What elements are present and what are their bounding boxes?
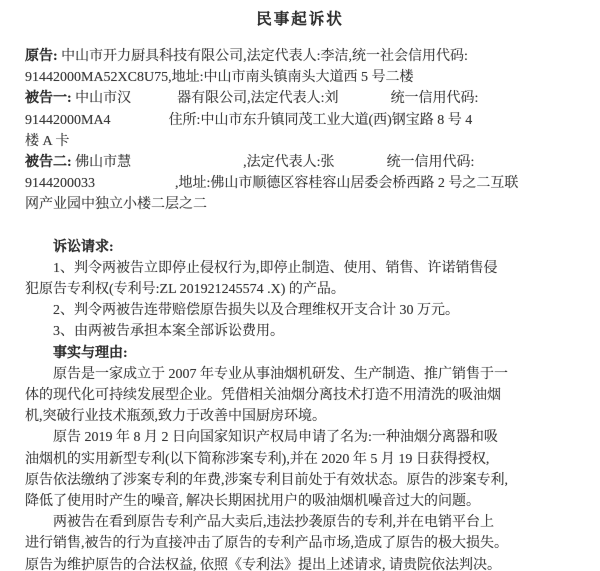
- text-segment: 进行销售,被告的行为直接冲击了原告的专利产品市场,造成了原告的极大损失。: [25, 536, 508, 552]
- text-segment: 原告依法缴纳了涉案专利的年费,涉案专利目前处于有效状态。原告的涉案专利,: [25, 472, 508, 488]
- facts-p2-line-3: [25, 470, 580, 491]
- claim-3: [25, 321, 580, 342]
- claim-2: [25, 300, 580, 321]
- defendant1-label: 被告一:: [25, 91, 72, 107]
- text-segment: 住所:中山市东升镇同茂工业大道(西)钢宝路 8 号 4: [168, 112, 473, 128]
- redacted-gap: [335, 165, 387, 166]
- text-segment: 油烟机的实用新型专利(以下简称涉案专利),并在 2020 年 5 月 19 日获得授权,: [25, 451, 490, 467]
- redacted-gap: [111, 123, 169, 124]
- text-segment: 原告是一家成立于 2007 年专业从事油烟机研发、生产制造、推广销售于一: [53, 366, 508, 382]
- defendant2-line-1: [25, 152, 580, 173]
- facts-p1-line-2: [25, 385, 580, 406]
- facts-p2-line-1: [25, 427, 580, 448]
- defendant2-label: 被告二:: [25, 154, 72, 170]
- blank-line: [25, 216, 580, 237]
- facts-heading: [25, 343, 580, 364]
- plaintiff-line-2: [25, 67, 580, 88]
- claim-1-line-2: [25, 279, 580, 300]
- claims-heading: [25, 237, 580, 258]
- claim-1-line-1: [25, 258, 580, 279]
- facts-heading-label: 事实与理由:: [53, 345, 128, 361]
- facts-p3-line-2: [25, 533, 580, 554]
- text-segment: ,地址:佛山市顺德区容桂容山居委会桥西路 2 号之二互联: [175, 176, 519, 192]
- facts-p3-line-3: [25, 555, 580, 571]
- text-segment: 3、由两被告承担本案全部诉讼费用。: [53, 324, 284, 340]
- defendant2-line-3: [25, 194, 580, 215]
- facts-p2-line-2: [25, 449, 580, 470]
- facts-p2-line-4: [25, 491, 580, 512]
- plaintiff-line-1: [25, 46, 580, 67]
- text-segment: 网产业园中独立小楼二层之二: [25, 197, 207, 213]
- text-segment: 9144200033: [25, 176, 95, 192]
- text-segment: 1、判令两被告立即停止侵权行为,即停止制造、使用、销售、许诺销售侵: [53, 260, 498, 276]
- facts-p1-line-1: [25, 364, 580, 385]
- text-segment: 中山市汉: [71, 91, 132, 107]
- defendant1-line-1: [25, 88, 580, 109]
- facts-p3-line-1: [25, 512, 580, 533]
- document-body: [0, 46, 600, 571]
- defendant1-line-2: [25, 110, 580, 131]
- text-segment: 原告为维护原告的合法权益, 依照《专利法》提出上述请求, 请贵院依法判决。: [25, 557, 501, 571]
- redacted-gap: [95, 186, 175, 187]
- text-segment: 统一信用代码:: [390, 91, 479, 107]
- redacted-gap: [131, 101, 177, 102]
- text-segment: 两被告在看到原告专利产品大卖后,违法抄袭原告的专利,并在电销平台上: [53, 515, 494, 531]
- claims-heading-label: 诉讼请求:: [53, 239, 114, 255]
- plaintiff-label: 原告:: [25, 49, 58, 64]
- text-segment: 佛山市慧: [71, 154, 132, 170]
- text-segment: 91442000MA52XC8U75,地址:中山市南头镇南头大道西 5 号二楼: [25, 70, 414, 86]
- text-segment: 2、判令两被告连带赔偿原告损失以及合理维权开支合计 30 万元。: [53, 303, 459, 319]
- text-segment: ,法定代表人:张: [243, 154, 335, 170]
- defendant2-line-2: [25, 173, 580, 194]
- text-segment: 体的现代化可持续发展型企业。凭借相关油烟分离技术打造不用清洗的吸油烟: [25, 388, 501, 403]
- text-segment: 91442000MA4: [25, 112, 111, 128]
- text-segment: 统一信用代码:: [386, 154, 475, 170]
- text-segment: 原告 2019 年 8 月 2 日向国家知识产权局申请了名为:一种油烟分离器和吸: [53, 430, 498, 446]
- defendant1-line-3: [25, 131, 580, 152]
- text-segment: 犯原告专利权(专利号:ZL 201921245574 .X) 的产品。: [25, 282, 345, 298]
- text-segment: 机,突破行业技术瓶颈,致力于改善中国厨房环境。: [25, 409, 326, 425]
- text-segment: 降低了使用时产生的噪音, 解决长期困扰用户的吸油烟机噪音过大的问题。: [25, 493, 480, 509]
- document-title: 民事起诉状: [256, 11, 344, 28]
- redacted-gap: [339, 101, 391, 102]
- text-segment: 器有限公司,法定代表人:刘: [177, 91, 339, 107]
- text-segment: 楼 A 卡: [25, 133, 70, 149]
- redacted-gap: [131, 165, 243, 166]
- facts-p1-line-3: [25, 406, 580, 427]
- text-segment: 中山市开力厨具科技有限公司,法定代表人:李洁,统一社会信用代码:: [57, 49, 468, 64]
